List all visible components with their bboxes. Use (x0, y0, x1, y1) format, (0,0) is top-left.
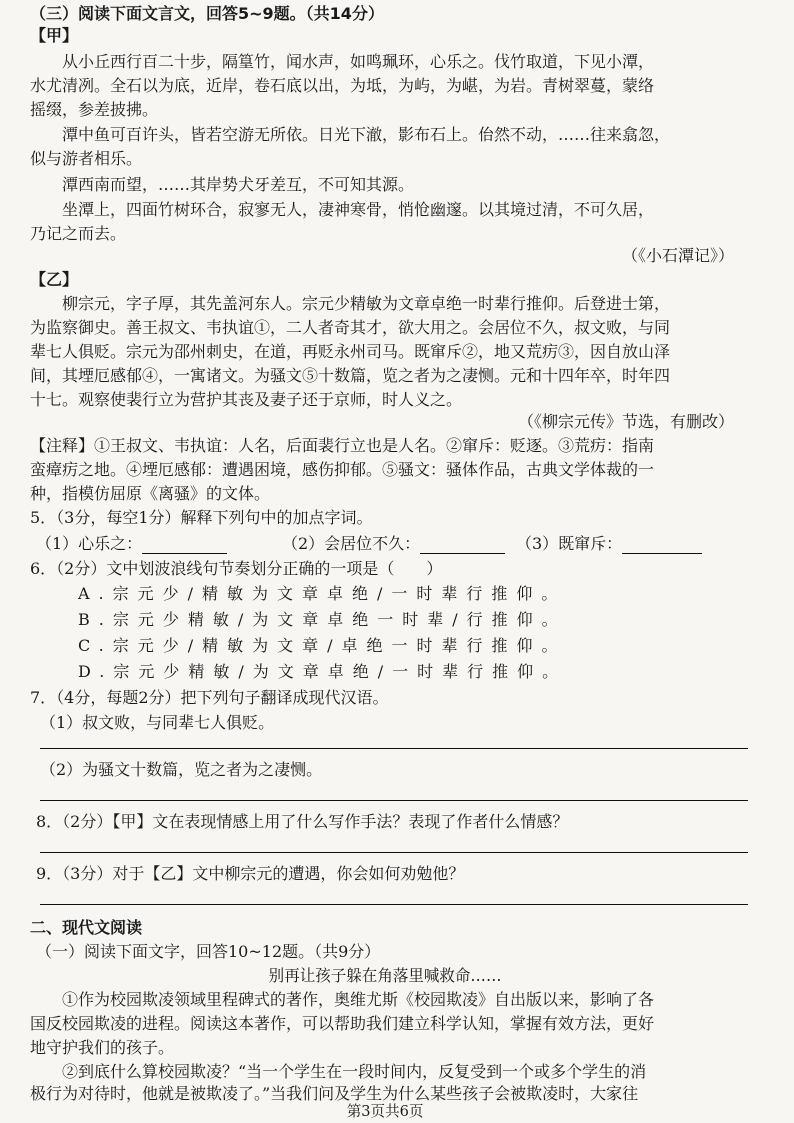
answer-line[interactable] (40, 904, 748, 905)
jia-text-line: 潭中鱼可百许头，皆若空游无所依。日光下澈，影布石上。佁然不动，……往来翕忽， (62, 125, 671, 144)
yi-text-line: 柳宗元，字子厚，其先盖河东人。宗元少精敏为文章卓绝一时辈行推仰。后登进士第， (62, 294, 671, 313)
article-text-line: 国反校园欺凌的进程。阅读这本著作，可以帮助我们建立科学认知，掌握有效方法，更好 (30, 1014, 655, 1033)
jia-text-line: 坐潭上，四面竹树环合，寂寥无人，凄神寒骨，悄怆幽邃。以其境过清，不可久居， (62, 200, 655, 219)
question-8: 8．（2分）【甲】文在表现情感上用了什么写作手法？表现了作者什么情感？ (36, 812, 569, 831)
page-number: 第3页共6页 (346, 1102, 424, 1120)
q5-label-3: （3）既窜斥： (516, 534, 623, 553)
q5-item-2 (282, 534, 505, 554)
q6-option-c[interactable]: C.宗元少/精敏为文章/卓绝一时辈行推仰。 (78, 636, 567, 655)
q5-item-3 (516, 534, 702, 554)
q7-sentence-2: （2）为骚文十数篇，览之者为之凄恻。 (40, 760, 323, 779)
article-text-line: 地守护我们的孩子。 (30, 1038, 175, 1057)
question-5: 5．（3分，每空1分）解释下列句中的加点字词。 (30, 508, 373, 527)
jia-label: 【甲】 (30, 26, 79, 45)
part2-header: 二、现代文阅读 (30, 918, 143, 937)
note-line: 蛮瘴疠之地。④堙厄感郁：遭遇困境，感伤抑郁。⑤骚文：骚体作品，古典文学体裁的一 (30, 460, 655, 479)
question-6: 6．（2分）文中划波浪线句节奏划分正确的一项是（ ） (30, 559, 443, 578)
article-text-line: ①作为校园欺凌领域里程碑式的著作，奥维尤斯《校园欺凌》自出版以来，影响了各 (62, 990, 655, 1009)
note-line: 【注释】①王叔文、韦执谊：人名，后面裴行立也是人名。②窜斥：贬逐。③荒疠：指南 (30, 436, 655, 455)
jia-text-line: 从小丘西行百二十步，隔篁竹，闻水声，如鸣珮环，心乐之。伐竹取道，下见小潭， (62, 52, 655, 71)
answer-blank[interactable] (420, 537, 505, 554)
q5-item-1 (36, 534, 227, 554)
q5-label-1: （1）心乐之： (36, 534, 143, 553)
q6-option-b[interactable]: B.宗元少精敏/为文章卓绝一时辈/行推仰。 (78, 610, 567, 629)
q6-option-d[interactable]: D.宗元少精敏/为文章卓绝/一时辈行推仰。 (78, 662, 568, 681)
q6-option-a[interactable]: A.宗元少/精敏为文章卓绝/一时辈行推仰。 (78, 584, 567, 603)
article-text-line: ②到底什么算校园欺凌？“当一个学生在一段时间内，反复受到一个或多个学生的消 (62, 1062, 647, 1081)
section3-header: （三）阅读下面文言文，回答5~9题。（共14分） (30, 4, 384, 23)
yi-text-line: 辈七人俱贬。宗元为邵州刺史，在道，再贬永州司马。既窜斥②，地又荒疠③，因自放山泽 (30, 342, 671, 361)
yi-label: 【乙】 (30, 270, 79, 289)
q7-sentence-1: （1）叔文败，与同辈七人俱贬。 (40, 713, 275, 732)
answer-line[interactable] (40, 852, 748, 853)
question-7: 7．（4分，每题2分）把下列句子翻译成现代汉语。 (30, 688, 389, 707)
yi-text-line: 十七。观察使裴行立为营护其丧及妻子还于京师，时人义之。 (30, 390, 463, 409)
jia-text-line: 似与游者相乐。 (30, 149, 143, 168)
yi-text-line: 为监察御史。善王叔文、韦执谊①，二人者奇其才，欲大用之。会居位不久，叔文败，与同 (30, 318, 671, 337)
yi-source: （《柳宗元传》节选，有删改） (517, 412, 734, 431)
question-9: 9．（3分）对于【乙】文中柳宗元的遭遇，你会如何劝勉他？ (36, 864, 465, 883)
jia-text-line: 水尤清冽。全石以为底，近岸，卷石底以出，为坻，为屿，为嵁，为岩。青树翠蔓，蒙络 (30, 76, 655, 95)
note-line: 种，指模仿屈原《离骚》的文体。 (30, 484, 271, 503)
part2-subheader: （一）阅读下面文字，回答10~12题。（共9分） (36, 942, 381, 961)
jia-text-line: 潭西南而望，……其岸势犬牙差互，不可知其源。 (62, 175, 415, 194)
jia-source: （《小石潭记》） (621, 246, 734, 265)
article-title: 别再让孩子躲在角落里喊救命…… (268, 966, 502, 985)
jia-text-line: 摇缀，参差披拂。 (30, 100, 159, 119)
answer-blank[interactable] (142, 537, 227, 554)
q5-label-2: （2）会居位不久： (282, 534, 421, 553)
article-text-line: 极行为对待时，他就是被欺凌了。”当我们问及学生为什么某些孩子会被欺凌时，大家往 (30, 1084, 639, 1103)
answer-blank[interactable] (622, 537, 702, 554)
yi-text-line: 间，其堙厄感郁④，一寓诸文。为骚文⑤十数篇，览之者为之凄恻。元和十四年卒，时年四 (30, 366, 671, 385)
answer-line[interactable] (40, 800, 748, 801)
jia-text-line: 乃记之而去。 (30, 224, 127, 243)
answer-line[interactable] (40, 748, 748, 749)
